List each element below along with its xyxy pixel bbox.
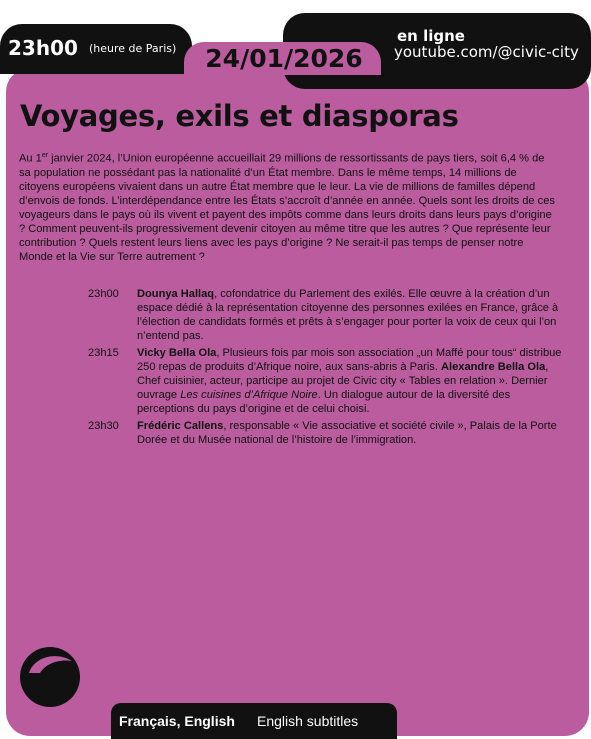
program-item (88, 419, 566, 447)
time-zone-note: (heure de Paris) (89, 42, 177, 55)
intro-paragraph (19, 149, 559, 264)
program-item (88, 346, 566, 416)
speaker-name: Alexandre Bella Ola (441, 361, 546, 373)
program-list (88, 287, 566, 450)
speaker-name: Frédéric Callens (137, 420, 224, 432)
program-time: 23h30 (88, 420, 119, 432)
civic-city-logo-icon (18, 643, 86, 711)
intro-superscript: er (41, 152, 49, 159)
program-time: 23h15 (88, 347, 119, 359)
speaker-name: Dounya Hallaq (137, 288, 215, 300)
page-title: Voyages, exils et diasporas (20, 99, 459, 133)
speaker-description: . Un dialogue autour de la diversité des perceptions du pays d’origine et de celui choisi. (137, 389, 511, 415)
online-label: en ligne (397, 27, 465, 45)
subtitles-info: English subtitles (257, 713, 359, 729)
program-item (88, 287, 566, 343)
intro-text: janvier 2024, l’Union européenne accueillait 29 millions de ressortissants de pays tiers, soit 6,4 % de sa population ne possédant pas la nationalité d’un État membre. Dans le même temps, 14 millions de citoyens européens vivaient dans un autre État membre que le leur. La vie de millions de familles dépend d’envois de fonds. L’interdépendance entre les États s’accroît d’année en année. Quels sont les droits de ces voyageurs dans le pays où ils vivent et payent des impôts comme dans leurs droits dans leurs pays d’origine ? Comment peuvent-ils progressivement devenir citoyen au même titre que les autres ? Que représente leur contribution ? Quels restent leurs liens avec les pays d’origine ? Ne serait-il pas temps de penser notre Monde et la Vie sur Terre autrement ? (19, 152, 555, 263)
intro-lead: Au 1 (19, 152, 42, 165)
speaker-description: , Chef cuisinier, acteur, participe au projet de Civic city « Tables en relation ». Dernier ouvrage (137, 361, 549, 401)
speaker-description: , cofondatrice du Parlement des exilés. Elle œuvre à la création d’un espace dédié à la représentation citoyenne des personnes exilées en France, grâce à l’élection de candidats formés et prêts à s’engager pour porter la voix de ceux qui l’on n’entend pas. (137, 288, 559, 342)
speaker-description: , Plusieurs fois par mois son association „un Maffé pour tous“ distribue 250 repas de produits d’Afrique noire, aux sans-abris à Paris. (137, 347, 562, 373)
speaker-name: Vicky Bella Ola (137, 347, 217, 359)
youtube-link[interactable]: youtube.com/@civic-city (394, 43, 579, 61)
event-date: 24/01/2026 (205, 44, 363, 73)
program-time: 23h00 (88, 288, 119, 300)
event-time: 23h00 (8, 36, 78, 60)
speaker-description: , responsable « Vie associative et société civile », Palais de la Porte Dorée et du Musée national de l’histoire de l’immigration. (137, 420, 557, 446)
languages: Français, English (119, 713, 235, 729)
book-title: Les cuisines d’Afrique Noire (180, 389, 318, 401)
